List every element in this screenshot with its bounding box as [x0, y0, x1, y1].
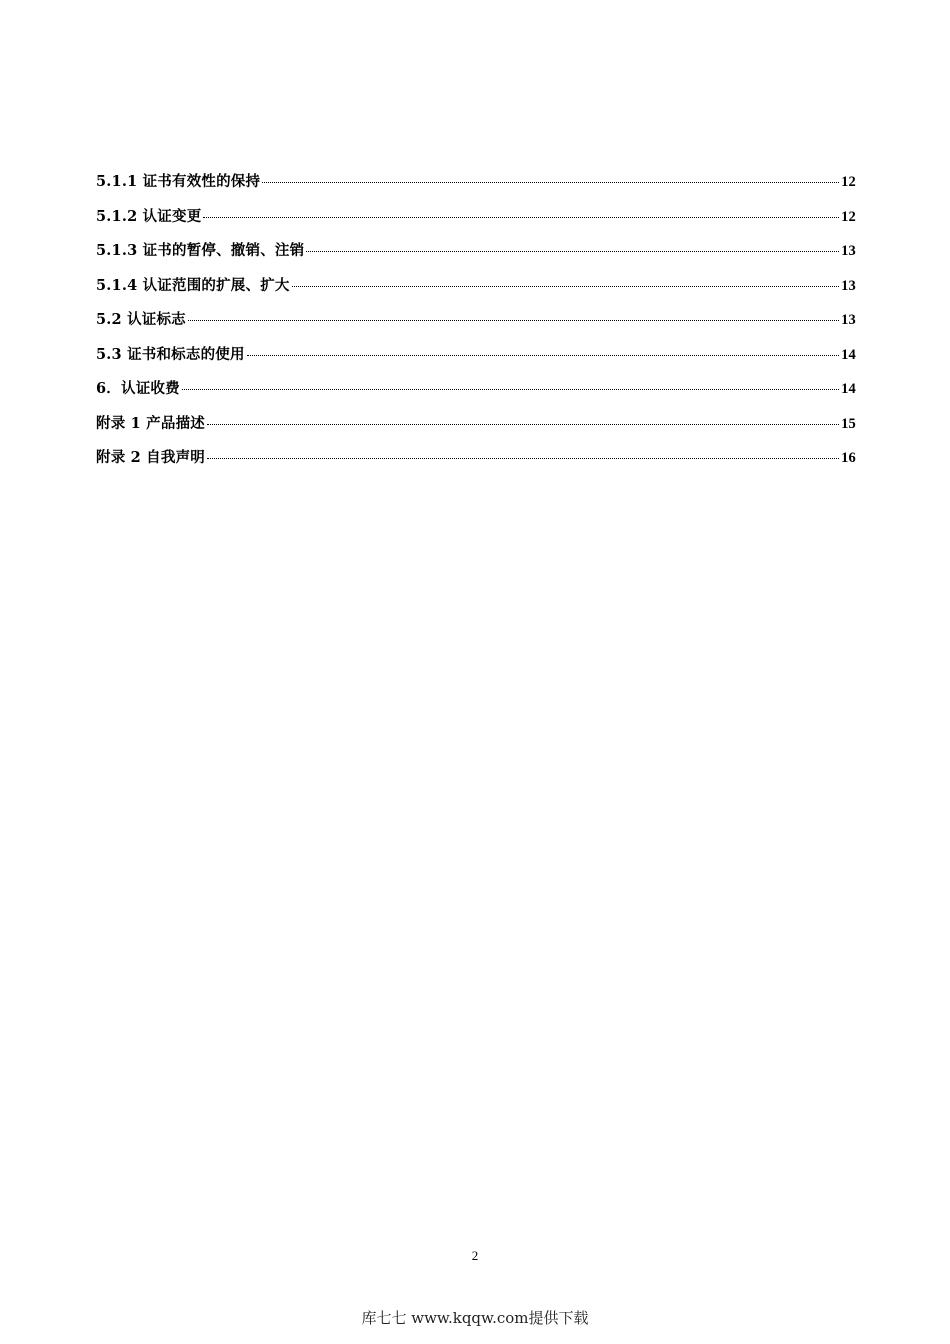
toc-entry-title: 5.1.1 证书有效性的保持 — [96, 173, 261, 190]
toc-entry-title: 5.2 认证标志 — [96, 311, 186, 328]
toc-dot-leader — [247, 355, 839, 356]
toc-entry[interactable] — [96, 170, 856, 205]
table-of-contents — [96, 170, 856, 481]
toc-entry[interactable] — [96, 412, 856, 447]
toc-entry-page: 13 — [841, 312, 856, 328]
toc-entry-title: 附录 1 产品描述 — [96, 414, 205, 432]
toc-entry[interactable] — [96, 205, 856, 240]
toc-entry-title: 5.1.2 认证变更 — [96, 207, 202, 225]
toc-dot-leader — [262, 182, 839, 183]
toc-entry-title: 5.1.3 证书的暂停、撤销、注销 — [96, 242, 305, 259]
toc-entry-title: 附录 2 自我声明 — [96, 449, 205, 466]
toc-dot-leader — [182, 389, 839, 390]
toc-entry-page: 14 — [841, 346, 856, 363]
toc-dot-leader — [207, 458, 839, 459]
toc-entry[interactable] — [96, 377, 856, 412]
toc-entry-page: 13 — [841, 243, 856, 259]
toc-entry-page: 12 — [841, 174, 856, 190]
toc-dot-leader — [306, 251, 839, 252]
toc-entry-page: 16 — [841, 450, 856, 466]
toc-dot-leader — [207, 424, 839, 425]
footer-download-note: 库七七 www.kqqw.com提供下载 — [361, 1309, 589, 1327]
toc-dot-leader — [292, 286, 839, 287]
toc-entry-page: 14 — [841, 381, 856, 397]
toc-entry[interactable] — [96, 446, 856, 481]
toc-entry-page: 12 — [841, 208, 856, 225]
toc-entry-page: 13 — [841, 277, 856, 294]
toc-entry-title: 6．认证收费 — [96, 380, 180, 397]
toc-entry[interactable] — [96, 343, 856, 378]
toc-entry-page: 15 — [841, 415, 856, 432]
toc-entry-title: 5.1.4 认证范围的扩展、扩大 — [96, 276, 290, 294]
page-number: 2 — [471, 1248, 479, 1263]
toc-entry[interactable] — [96, 274, 856, 309]
toc-entry[interactable] — [96, 308, 856, 343]
toc-entry[interactable] — [96, 239, 856, 274]
toc-entry-title: 5.3 证书和标志的使用 — [96, 345, 245, 363]
toc-dot-leader — [203, 217, 839, 218]
toc-dot-leader — [188, 320, 839, 321]
